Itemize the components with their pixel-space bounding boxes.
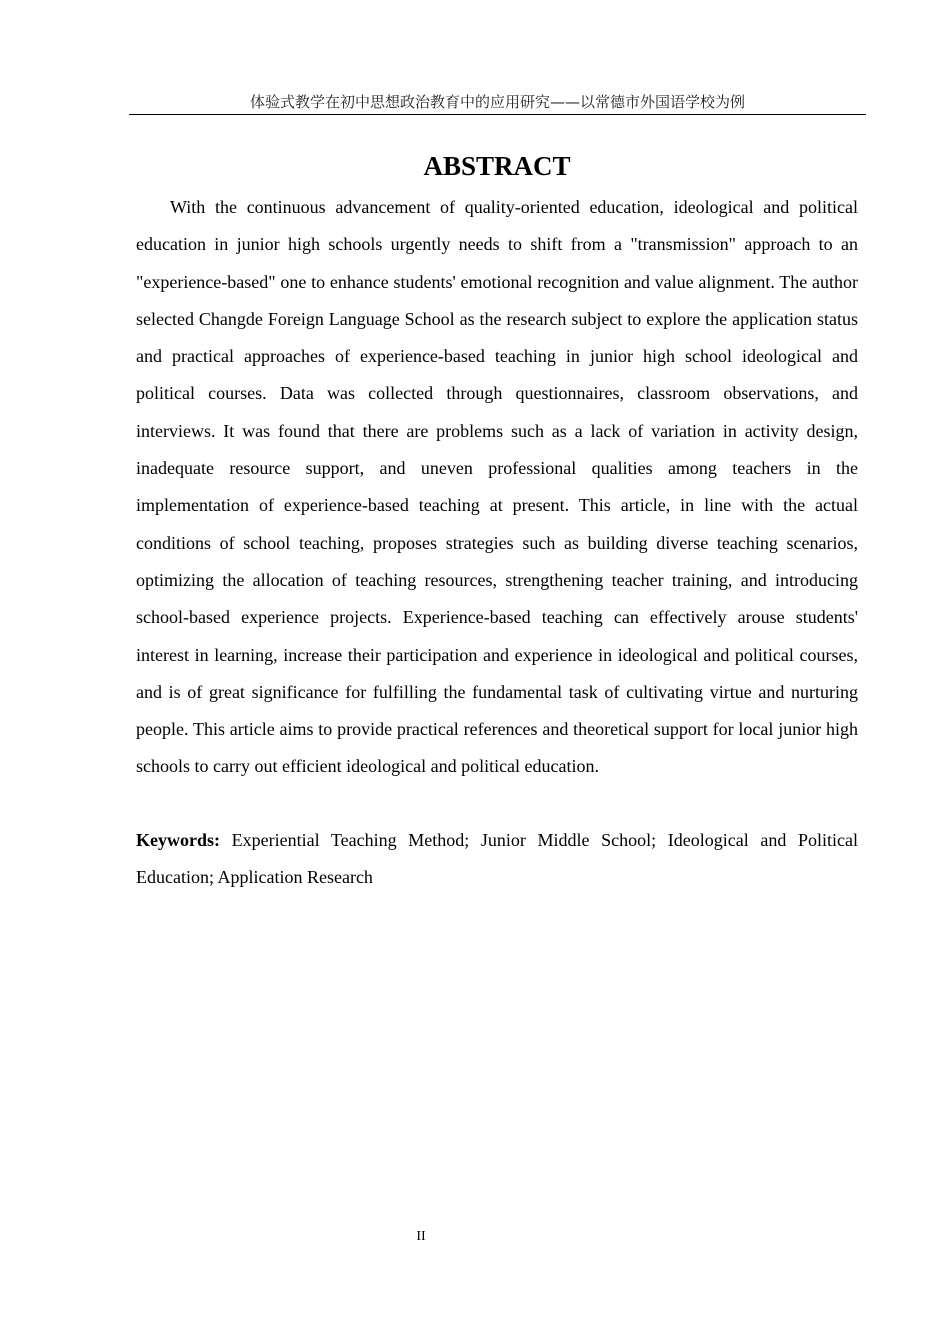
keywords-label: Keywords: <box>136 830 220 850</box>
running-header: 体验式教学在初中思想政治教育中的应用研究——以常德市外国语学校为例 <box>129 92 866 115</box>
keywords-text: Experiential Teaching Method; Junior Middle School; Ideological and Political Education; Application Research <box>136 830 858 888</box>
page-number: II <box>416 1229 426 1244</box>
keywords-paragraph <box>136 822 858 897</box>
abstract-body: With the continuous advancement of quality-oriented education, ideological and political education in junior high schools urgently needs to shift from a "transmission" approach to an "experience-based" one to enhance students' emotional recognition and value alignment. The author selected Changde Foreign Language School as the research subject to explore the application status and practical approaches of experience-based teaching in junior high school ideological and political courses. Data was collected through questionnaires, classroom observations, and interviews. It was found that there are problems such as a lack of variation in activity design, inadequate resource support, and uneven professional qualities among teachers in the implementation of experience-based teaching at present. This article, in line with the actual conditions of school teaching, proposes strategies such as building diverse teaching scenarios, optimizing the allocation of teaching resources, strengthening teacher training, and introducing school-based experience projects. Experience-based teaching can effectively arouse students' interest in learning, increase their participation and experience in ideological and political courses, and is of great significance for fulfilling the fundamental task of cultivating virtue and nurturing people. This article aims to provide practical references and theoretical support for local junior high schools to carry out efficient ideological and political education. <box>136 197 858 777</box>
abstract-title: ABSTRACT <box>423 151 571 181</box>
